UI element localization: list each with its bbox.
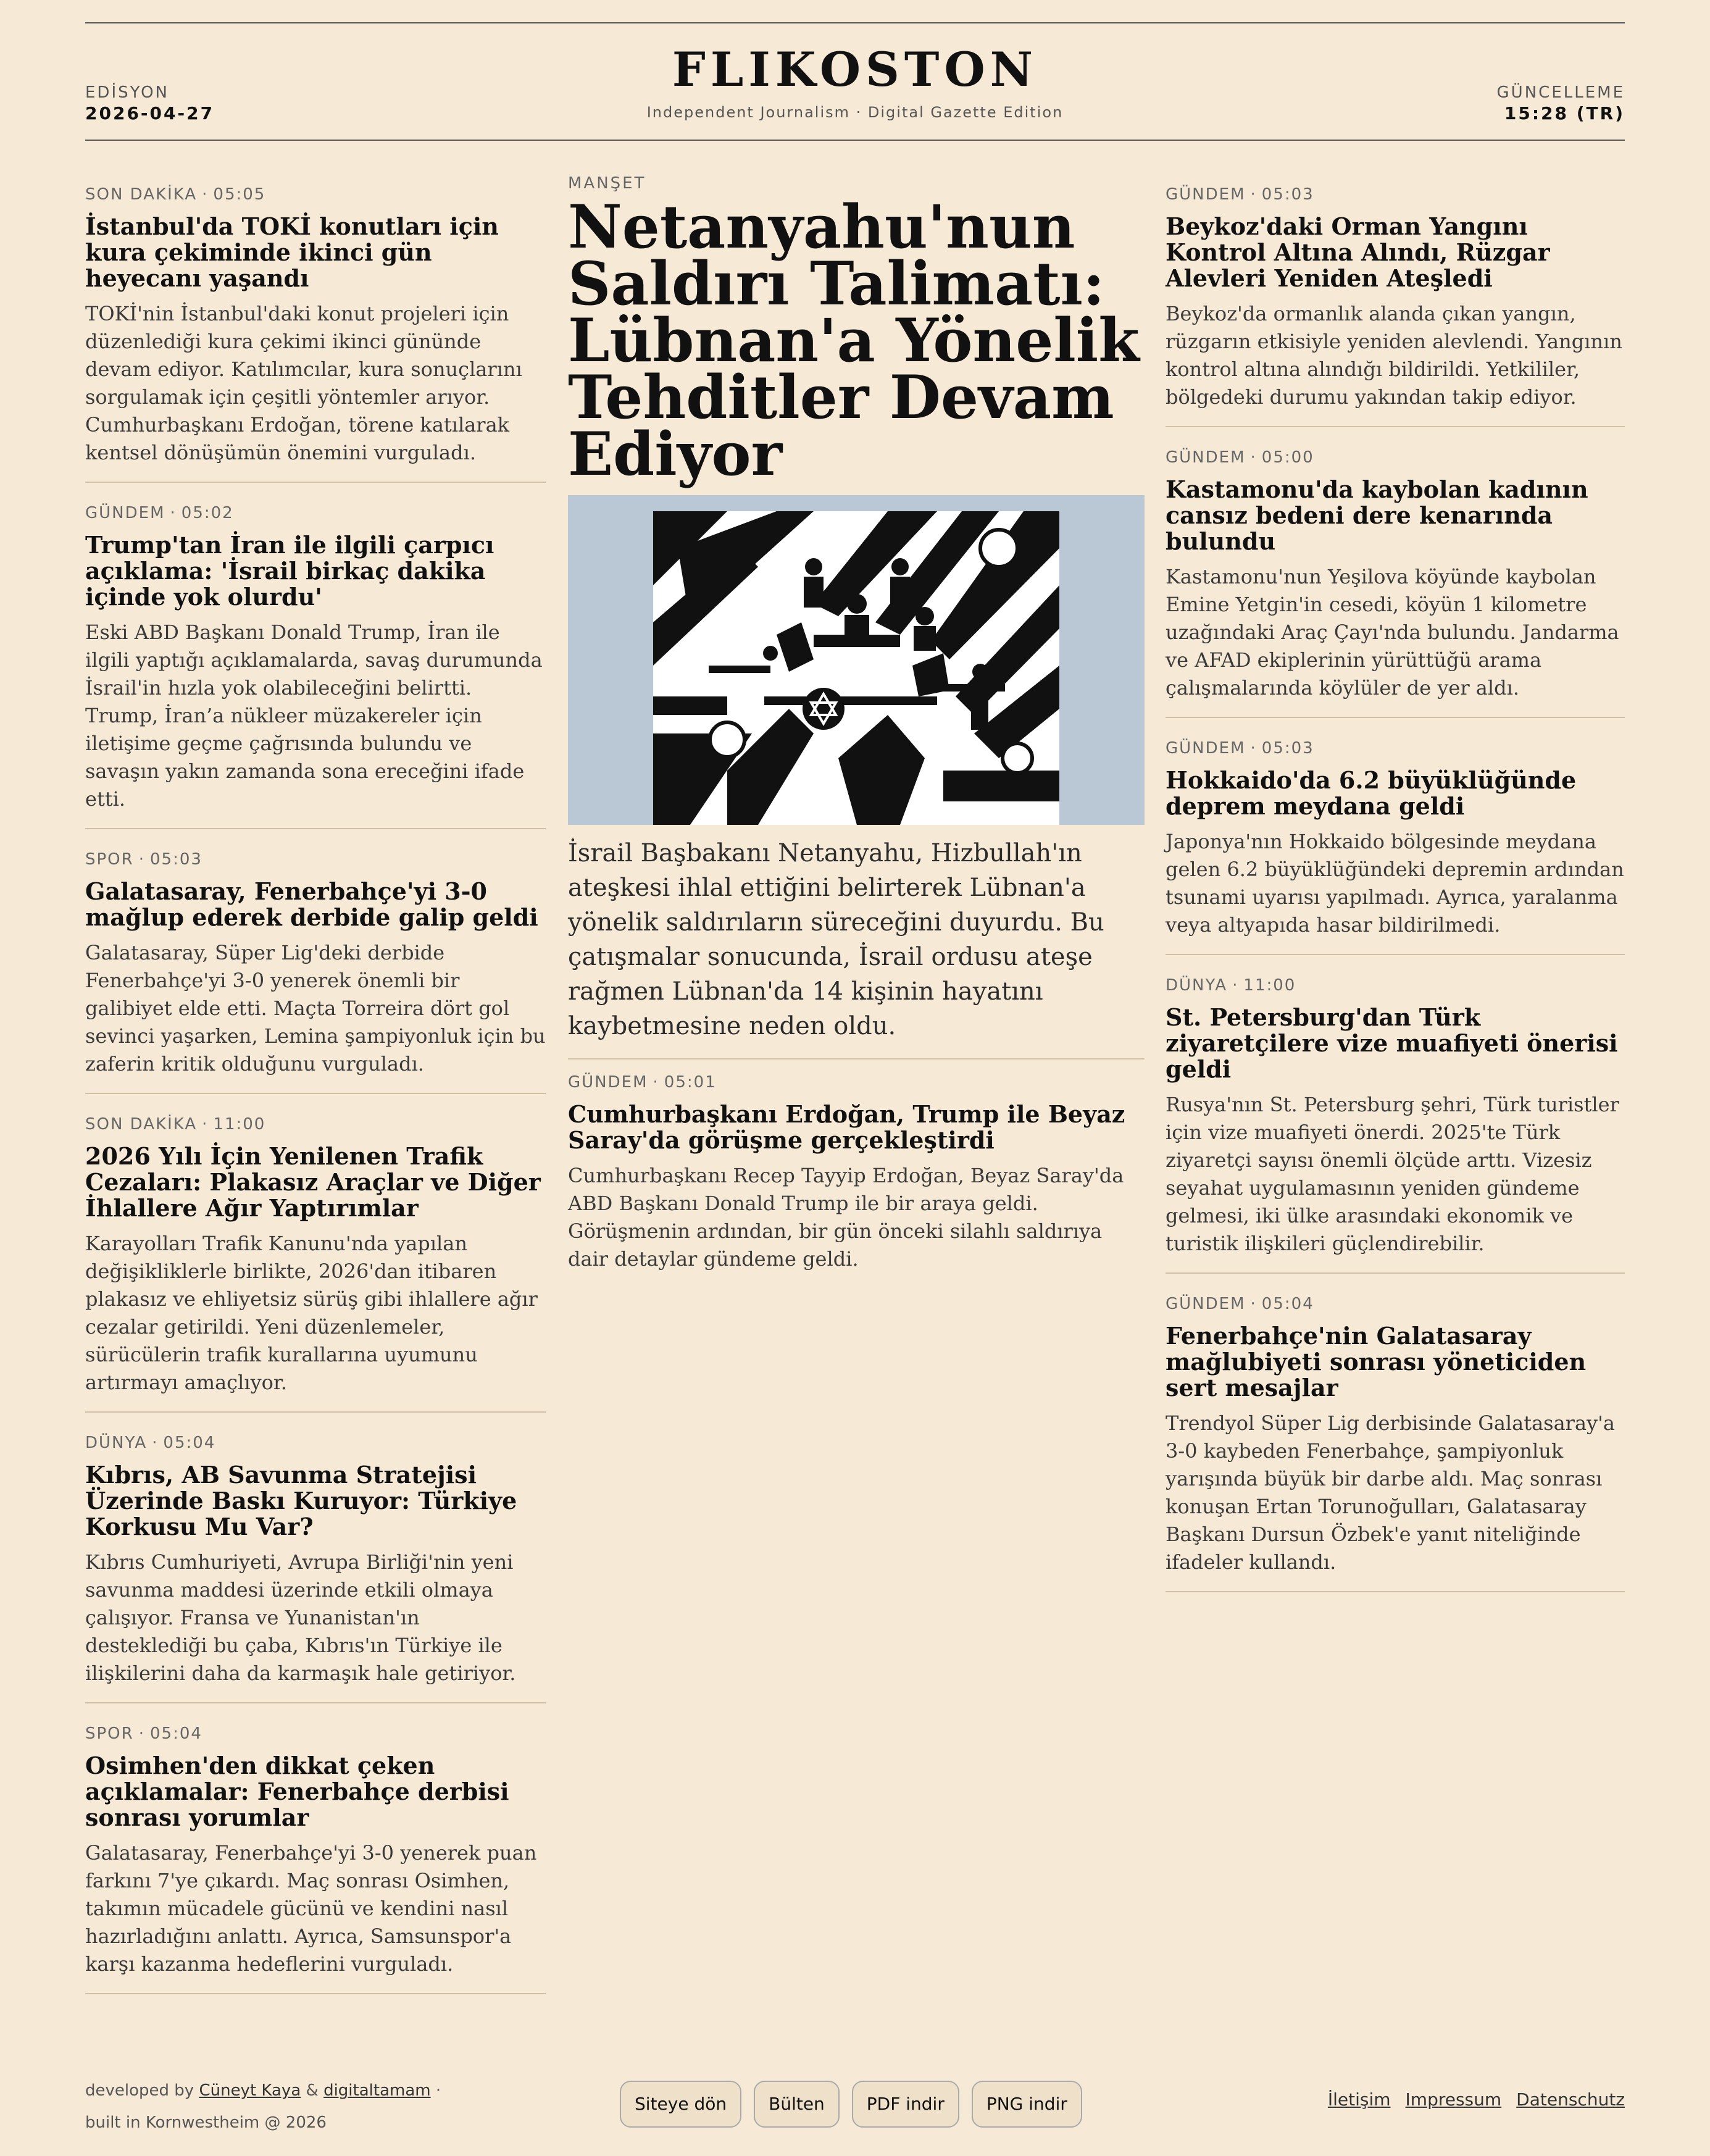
partner-link[interactable]: digitaltamam [323, 2081, 431, 2100]
article-card[interactable] [1166, 976, 1625, 1274]
author-link[interactable]: Cüneyt Kaya [199, 2081, 301, 2100]
article-meta: SON DAKİKA · 05:05 [85, 185, 266, 204]
article-summary: TOKİ'nin İstanbul'daki konut projeleri için düzenlediği kura çekimi ikinci gününde devam ediyor. Katılımcılar, kura sonuçlarını sorgulamak için çeşitli yöntemler arıyor. Cumhurbaşkanı Erdoğan, törene katılarak kentsel dönüşümün önemini vurguladı. [85, 302, 522, 464]
article-card[interactable] [85, 850, 546, 1094]
pdf-download-button[interactable]: PDF indir [852, 2081, 959, 2128]
hero-image[interactable] [568, 495, 1145, 825]
article-title[interactable]: Kastamonu'da kaybolan kadının cansız bedeni dere kenarında bulundu [1166, 475, 1588, 555]
article-title[interactable]: İstanbul'da TOKİ konutları için kura çekiminde ikinci gün heyecanı yaşandı [85, 212, 499, 292]
article-title[interactable]: 2026 Yılı İçin Yenilenen Trafik Cezaları: Plakasız Araçlar ve Diğer İhlallere Ağır Yaptırımlar [85, 1142, 541, 1222]
developed-prefix: developed by [85, 2081, 194, 2100]
article-title[interactable]: Trump'tan İran ile ilgili çarpıcı açıklama: 'İsrail birkaç dakika içinde yok olurdu' [85, 531, 494, 611]
article-meta: GÜNDEM · 05:04 [1166, 1295, 1314, 1313]
article-category: GÜNDEM [1166, 739, 1246, 758]
article-meta: GÜNDEM · 05:02 [85, 504, 234, 522]
article-title[interactable]: Kıbrıs, AB Savunma Stratejisi Üzerinde Baskı Kuruyor: Türkiye Korkusu Mu Var? [85, 1461, 517, 1540]
article-summary: Japonya'nın Hokkaido bölgesinde meydana gelen 6.2 büyüklüğündeki depremin ardından tsunami uyarısı yapılmadı. Ayrıca, yaralanma veya altyapıda hasar bildirilmedi. [1166, 830, 1624, 937]
separator: · [435, 2081, 441, 2100]
article-meta: SPOR · 05:03 [85, 850, 202, 869]
back-to-site-button[interactable]: Siteye dön [620, 2081, 741, 2128]
article-meta: DÜNYA · 11:00 [1166, 976, 1296, 995]
headline-kicker: MANŞET [568, 174, 646, 193]
developer-credit [85, 2075, 441, 2107]
article-summary: Beykoz'da ormanlık alanda çıkan yangın, rüzgarın etkisiyle yeniden alevlendi. Yangının kontrol altına alındığı bildirildi. Yetkililer, bölgedeki durumu yakından takip ediyor. [1166, 302, 1622, 409]
article-title[interactable]: Galatasaray, Fenerbahçe'yi 3-0 mağlup ederek derbide galip geldi [85, 877, 538, 931]
credits [85, 2075, 441, 2139]
article-card[interactable] [568, 1058, 1145, 1273]
article-summary: Kastamonu'nun Yeşilova köyünde kaybolan Emine Yetgin'in cesedi, köyün 1 kilometre uzağındaki Araç Çayı'nda bulundu. Jandarma ve AFAD ekiplerinin yürüttüğü arama çalışmalarında köylüler de yer aldı. [1166, 565, 1619, 700]
article-time: 05:02 [181, 504, 234, 522]
newsletter-button[interactable]: Bülten [754, 2081, 840, 2128]
article-category: GÜNDEM [1166, 1295, 1246, 1313]
masthead [85, 22, 1625, 141]
update-time: 15:28 (TR) [1504, 103, 1625, 123]
update-info [1497, 83, 1625, 123]
article-meta: SPOR · 05:04 [85, 1724, 202, 1743]
article-category: SON DAKİKA [85, 185, 198, 204]
article-meta: GÜNDEM · 05:03 [1166, 739, 1314, 758]
article-title[interactable]: St. Petersburg'dan Türk ziyaretçilere vize muafiyeti önerisi geldi [1166, 1003, 1618, 1083]
built-credit: built in Kornwestheim @ 2026 [85, 2113, 327, 2132]
article-summary: Kıbrıs Cumhuriyeti, Avrupa Birliği'nin yeni savunma maddesi üzerinde etkili olmaya çalışıyor. Fransa ve Yunanistan'ın desteklediği bu çaba, Kıbrıs'ın Türkiye ile ilişkilerini daha da karmaşık hale getiriyor. [85, 1550, 516, 1685]
article-card[interactable] [85, 1434, 546, 1703]
privacy-link[interactable]: Datenschutz [1516, 2089, 1625, 2110]
article-summary: Rusya'nın St. Petersburg şehri, Türk turistler için vize muafiyeti önerdi. 2025'te Türk ziyaretçi sayısı önemli ölçüde arttı. Vizesiz seyahat uygulamasının yeniden gündeme gelmesi, iki ülke arasındaki ekonomik ve turistik ilişkileri güçlendirebilir. [1166, 1093, 1619, 1255]
contact-link[interactable]: İletişim [1327, 2089, 1391, 2110]
article-category: DÜNYA [1166, 976, 1228, 995]
main-column [568, 174, 1145, 1273]
article-card[interactable] [1166, 739, 1625, 955]
article-card[interactable] [1166, 448, 1625, 718]
article-title[interactable]: Hokkaido'da 6.2 büyüklüğünde deprem meydana geldi [1166, 766, 1577, 820]
hero-illustration [653, 511, 1059, 825]
article-category: GÜNDEM [1166, 185, 1246, 204]
article-title[interactable]: Fenerbahçe'nin Galatasaray mağlubiyeti sonrası yöneticiden sert mesajlar [1166, 1322, 1587, 1402]
article-time: 05:00 [1261, 448, 1314, 467]
article-title[interactable]: Osimhen'den dikkat çeken açıklamalar: Fenerbahçe derbisi sonrası yorumlar [85, 1752, 509, 1831]
lead-paragraph: İsrail Başbakanı Netanyahu, Hizbullah'ın ateşkesi ihlal ettiğini belirterek Lübnan'a yönelik saldırıların süreceğini duyurdu. Bu çatışmalar sonucunda, İsrail ordusu ateşe rağmen Lübnan'da 14 kişinin hayatını kaybetmesine neden oldu. [568, 839, 1104, 1040]
article-meta: GÜNDEM · 05:01 [568, 1073, 717, 1092]
article-meta: DÜNYA · 05:04 [85, 1434, 216, 1452]
article-summary: Galatasaray, Süper Lig'deki derbide Fenerbahçe'yi 3-0 yenerek önemli bir galibiyet elde etti. Maçta Torreira dört gol sevinci yaşarken, Lemina şampiyonluk için bu zaferin kritik olduğunu vurguladı. [85, 941, 546, 1076]
update-label: GÜNCELLEME [1496, 83, 1625, 102]
footer [85, 2075, 1625, 2136]
article-meta: GÜNDEM · 05:00 [1166, 448, 1314, 467]
impressum-link[interactable]: Impressum [1405, 2089, 1502, 2110]
edition-label: EDİSYON [85, 83, 169, 102]
article-category: SON DAKİKA [85, 1115, 198, 1134]
article-time: 11:00 [213, 1115, 266, 1134]
left-column [85, 185, 546, 2015]
article-summary: Karayolları Trafik Kanunu'nda yapılan değişikliklerle birlikte, 2026'dan itibaren plakasız ve ehliyetsiz sürüş gibi ihlallere ağır cezalar getirildi. Yeni düzenlemeler, sürücülerin trafik kurallarına uyumunu artırmayı amaçlıyor. [85, 1232, 538, 1394]
article-time: 05:03 [149, 850, 202, 869]
article-time: 05:03 [1261, 185, 1314, 204]
article-category: SPOR [85, 1724, 134, 1743]
footer-buttons [620, 2081, 1082, 2128]
png-download-button[interactable]: PNG indir [972, 2081, 1082, 2128]
article-summary: Trendyol Süper Lig derbisinde Galatasaray'a 3-0 kaybeden Fenerbahçe, şampiyonluk yarışında büyük bir darbe aldı. Maç sonrası konuşan Ertan Torunoğulları, Galatasaray Başkanı Dursun Özbek'e yanıt niteliğinde ifadeler kullandı. [1166, 1411, 1615, 1574]
article-meta: GÜNDEM · 05:03 [1166, 185, 1314, 204]
article-category: GÜNDEM [85, 504, 165, 522]
article-card[interactable] [1166, 185, 1625, 427]
article-meta: SON DAKİKA · 11:00 [85, 1115, 266, 1134]
article-category: GÜNDEM [568, 1073, 648, 1092]
article-category: SPOR [85, 850, 134, 869]
article-time: 05:01 [664, 1073, 717, 1092]
article-card[interactable] [85, 504, 546, 829]
article-time: 05:04 [149, 1724, 202, 1743]
article-card[interactable] [1166, 1295, 1625, 1592]
article-title[interactable]: Cumhurbaşkanı Erdoğan, Trump ile Beyaz Saray'da görüşme gerçekleştirdi [568, 1100, 1125, 1154]
footer-links [1328, 2089, 1625, 2110]
amp: & [306, 2081, 319, 2100]
article-card[interactable] [85, 1724, 546, 1994]
article-time: 05:04 [163, 1434, 216, 1452]
article-time: 11:00 [1243, 976, 1296, 995]
article-category: DÜNYA [85, 1434, 148, 1452]
main-headline[interactable]: Netanyahu'nun Saldırı Talimatı: Lübnan'a Yönelik Tehditler Devam Ediyor [568, 192, 1140, 489]
article-card[interactable] [85, 185, 546, 483]
article-summary: Eski ABD Başkanı Donald Trump, İran ile ilgili yaptığı açıklamalarda, savaş durumunda İsrail'in hızla yok olabileceğini belirtti. Trump, İran’a nükleer müzakereler için iletişime geçme çağrısında bulundu ve savaşın yakın zamanda sona ereceğini ifade etti. [85, 620, 543, 811]
article-title[interactable]: Beykoz'daki Orman Yangını Kontrol Altına Alındı, Rüzgar Alevleri Yeniden Ateşledi [1166, 212, 1550, 292]
article-time: 05:05 [213, 185, 266, 204]
article-summary: Cumhurbaşkanı Recep Tayyip Erdoğan, Beyaz Saray'da ABD Başkanı Donald Trump ile bir araya geldi. Görüşmenin ardından, bir gün önceki silahlı saldırıya dair detaylar gündeme geldi. [568, 1164, 1124, 1271]
article-summary: Galatasaray, Fenerbahçe'yi 3-0 yenerek puan farkını 7'ye çıkardı. Maç sonrası Osimhen, takımın mücadele gücünü ve kendini nasıl hazırladığını anlattı. Ayrıca, Samsunspor'a karşı kazanma hedeflerini vurguladı. [85, 1841, 537, 1976]
right-column [1166, 185, 1625, 1613]
article-time: 05:04 [1261, 1295, 1314, 1313]
brand-subtitle: Independent Journalism · Digital Gazette Edition [646, 104, 1064, 121]
article-category: GÜNDEM [1166, 448, 1246, 467]
edition-date: 2026-04-27 [85, 103, 215, 123]
brand-logo[interactable]: FLIKOSTON [672, 42, 1038, 97]
article-time: 05:03 [1261, 739, 1314, 758]
article-card[interactable] [85, 1115, 546, 1413]
